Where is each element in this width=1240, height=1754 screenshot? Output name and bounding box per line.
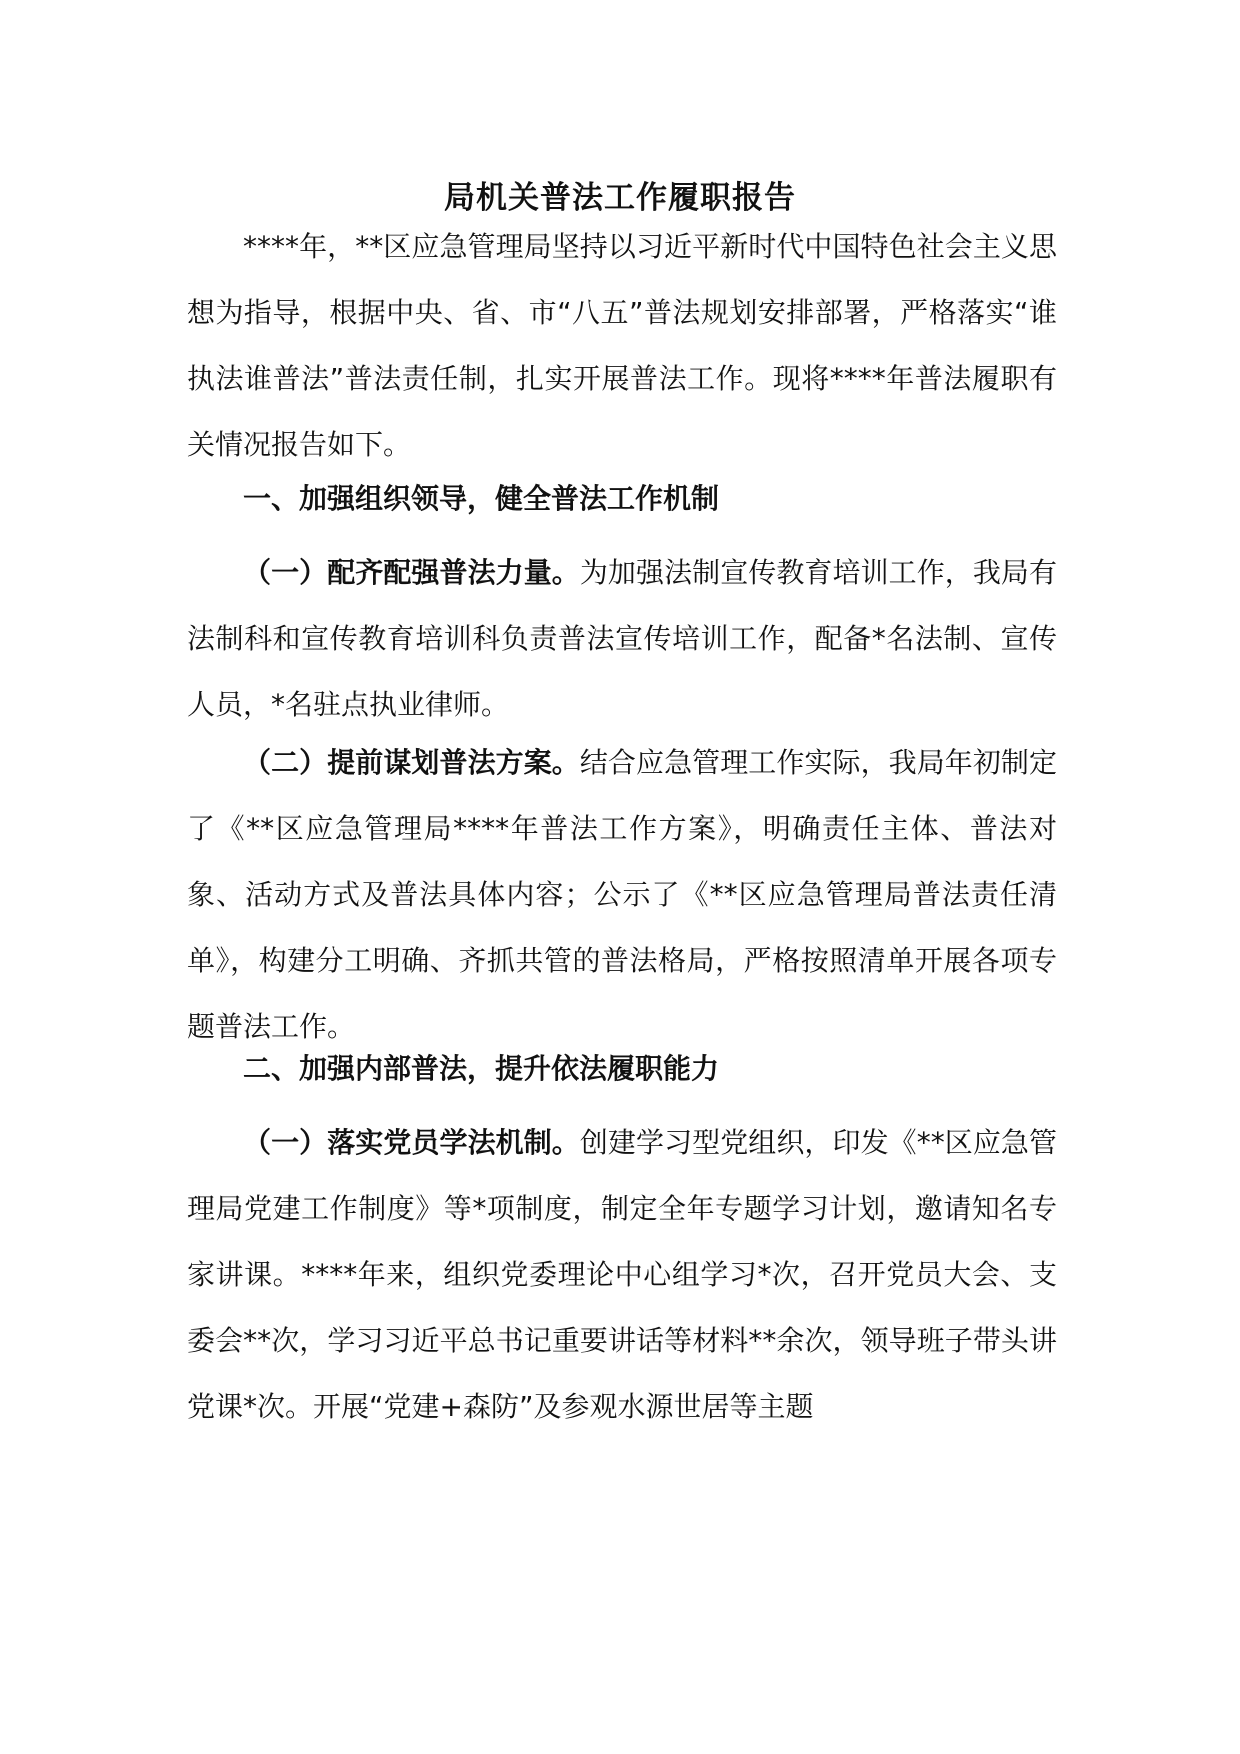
section-1-item-1 xyxy=(187,540,1057,738)
section-2-item-1 xyxy=(187,1110,1057,1440)
section-1-heading: 一、加强组织领导，健全普法工作机制 xyxy=(243,482,720,515)
section-2-item-1-lead: （一）落实党员学法机制。 xyxy=(243,1126,580,1159)
section-1-item-2 xyxy=(187,730,1057,1060)
section-1-item-1-text: 为加强法制宣传教育培训工作，我局有法制科和宣传教育培训科负责普法宣传培训工作，配备*名法制、宣传人员，*名驻点执业律师。 xyxy=(187,556,1057,721)
section-2-heading: 二、加强内部普法，提升依法履职能力 xyxy=(243,1052,720,1085)
section-1-item-2-text: 结合应急管理工作实际，我局年初制定了《**区应急管理局****年普法工作方案》，明确责任主体、普法对象、活动方式及普法具体内容；公示了《**区应急管理局普法责任清单》，构建分工明确、齐抓共管的普法格局，严格按照清单开展各项专题普法工作。 xyxy=(187,746,1057,1043)
document-title: 局机关普法工作履职报告 xyxy=(444,180,796,216)
intro-paragraph: ****年，**区应急管理局坚持以习近平新时代中国特色社会主义思想为指导，根据中央、省、市“八五”普法规划安排部署，严格落实“谁执法谁普法”普法责任制，扎实开展普法工作。现将****年普法履职有关情况报告如下。 xyxy=(187,230,1057,461)
section-2-item-1-text: 创建学习型党组织，印发《**区应急管理局党建工作制度》等*项制度，制定全年专题学习计划，邀请知名专家讲课。****年来，组织党委理论中心组学习*次，召开党员大会、支委会**次，学习习近平总书记重要讲话等材料**余次，领导班子带头讲党课*次。开展“党建+森防”及参观水源世居等主题 xyxy=(187,1126,1057,1423)
section-1-item-2-lead: （二）提前谋划普法方案。 xyxy=(243,746,580,779)
section-1-item-1-lead: （一）配齐配强普法力量。 xyxy=(243,556,580,589)
